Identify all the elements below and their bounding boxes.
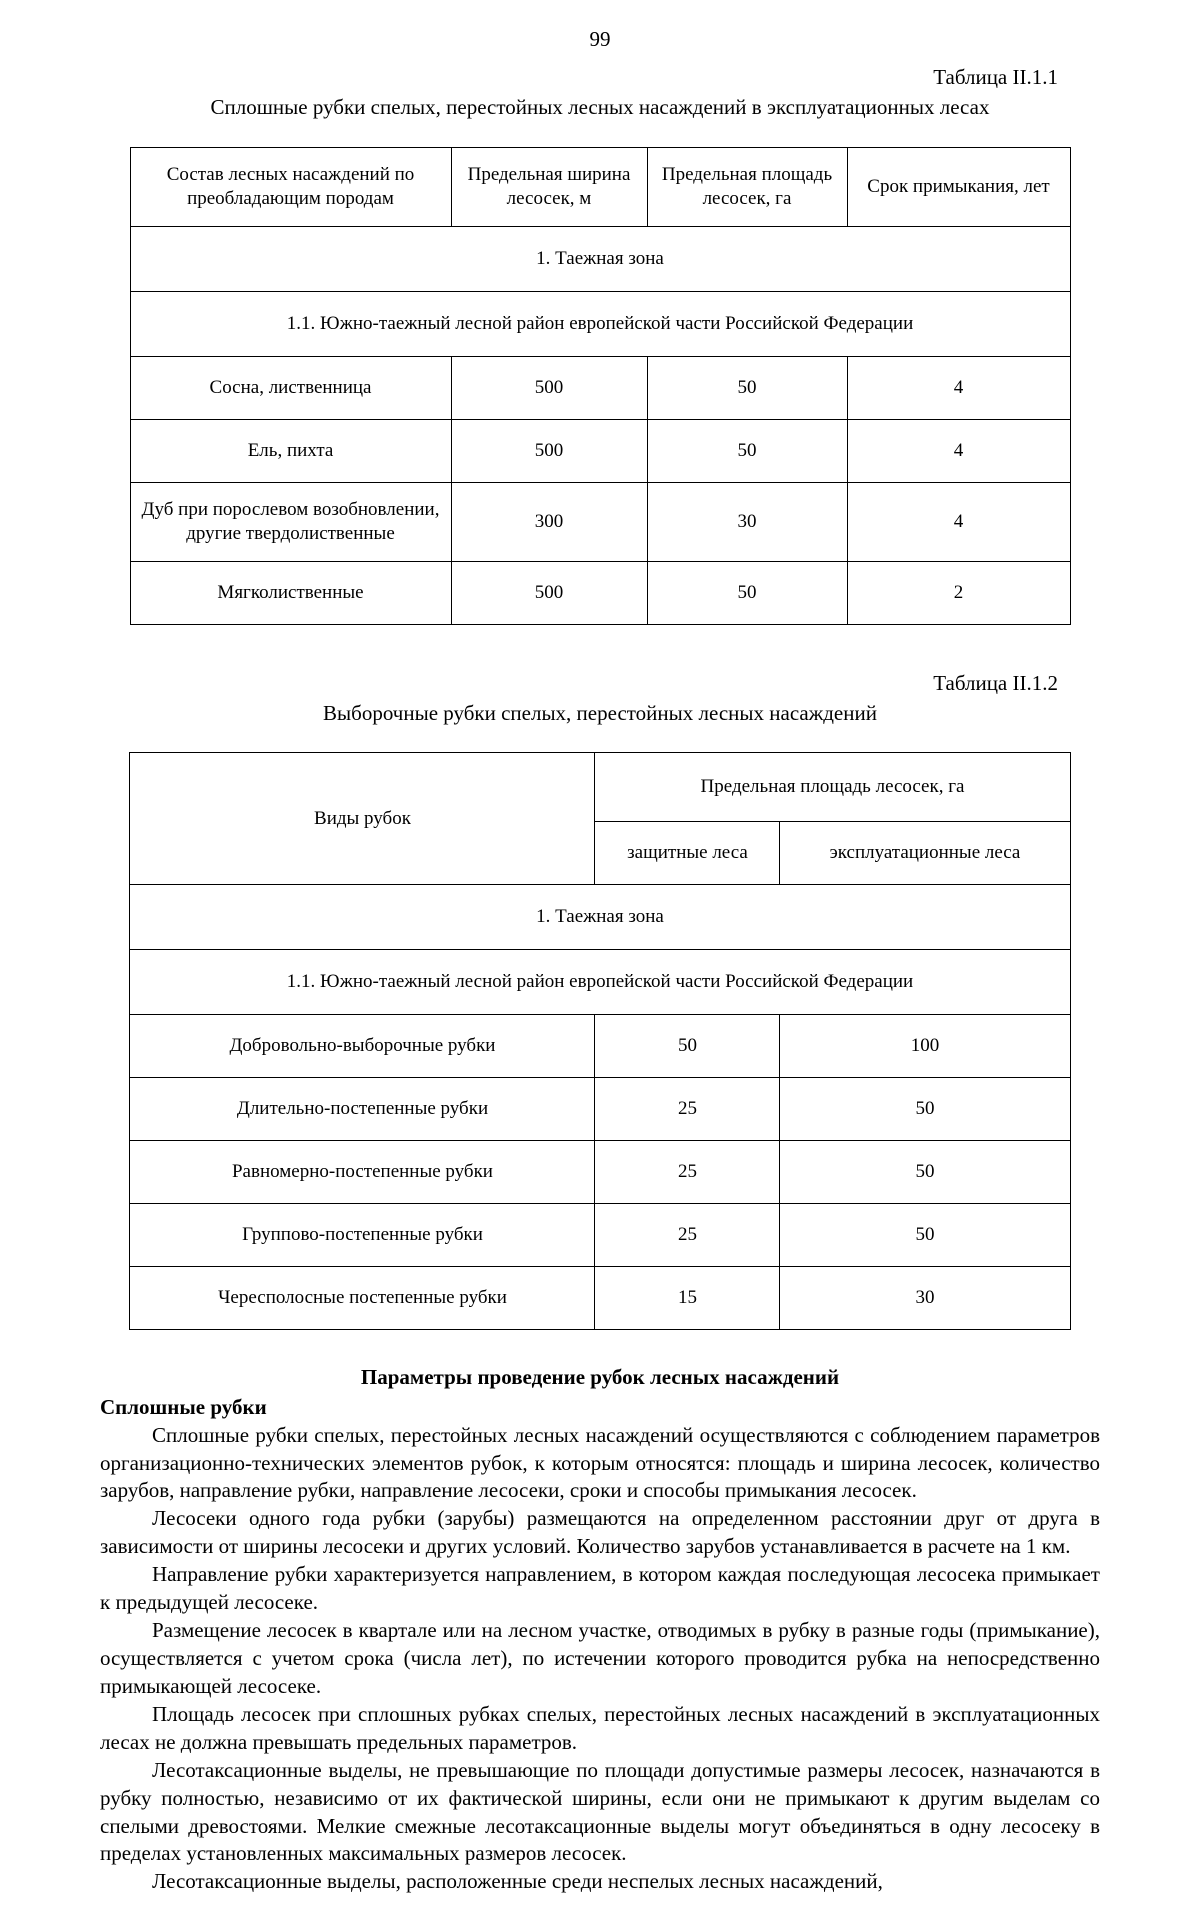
table2-cell-name: Длительно-постепенные рубки	[130, 1077, 595, 1140]
table-clear-cutting	[130, 147, 1071, 625]
table-header-row	[130, 752, 1070, 821]
table1-cell-term: 4	[847, 482, 1070, 561]
body-paragraph: Лесотаксационные выделы, расположенные среди неспелых лесных насаждений,	[152, 1869, 883, 1894]
table1-zone-band: 1. Таежная зона	[130, 226, 1070, 291]
table1-zone-band-row	[130, 226, 1070, 291]
table2-header-group: Предельная площадь лесосек, га	[595, 752, 1070, 821]
body-paragraph: Площадь лесосек при сплошных рубках спелых, перестойных лесных насаждений в эксплуатационных лесах не должна превышать предельных параметров.	[100, 1701, 1100, 1754]
table1-region-band-row	[130, 291, 1070, 356]
table2-zone-band: 1. Таежная зона	[130, 884, 1070, 949]
subsection-heading: Сплошные рубки	[100, 1395, 267, 1420]
table1-header-width: Предельная ширина лесосек, м	[451, 147, 647, 226]
table1-cell-width: 500	[451, 419, 647, 482]
table1-cell-name: Ель, пихта	[130, 419, 451, 482]
table2-cell-name: Группово-постепенные рубки	[130, 1203, 595, 1266]
table2-caption: Выборочные рубки спелых, перестойных лесных насаждений	[323, 700, 877, 725]
table2-cell-protective: 25	[595, 1203, 780, 1266]
table2-cell-protective: 15	[595, 1266, 780, 1329]
table-row	[130, 419, 1070, 482]
table-row	[130, 1203, 1070, 1266]
table1-cell-term: 2	[847, 561, 1070, 624]
table2-cell-name: Добровольно-выборочные рубки	[130, 1014, 595, 1077]
body-paragraph: Сплошные рубки спелых, перестойных лесных насаждений осуществляются с соблюдением параметров организационно-технических элементов рубок, к которым относятся: площадь и ширина лесосек, количество зарубов, направление рубки, направление лесосеки, сроки и способы примыкания лесосек.	[100, 1422, 1100, 1503]
page-number: 99	[589, 27, 611, 51]
section-heading: Параметры проведение рубок лесных насаждений	[360, 1364, 840, 1389]
table2-cell-name: Чересполосные постепенные рубки	[130, 1266, 595, 1329]
table2-cell-protective: 25	[595, 1140, 780, 1203]
table1-label: Таблица II.1.1	[933, 65, 1058, 90]
table2-cell-name: Равномерно-постепенные рубки	[130, 1140, 595, 1203]
table2-header-protective: защитные леса	[595, 821, 780, 884]
table2-region-band: 1.1. Южно-таежный лесной район европейской части Российской Федерации	[130, 949, 1070, 1014]
table1-region-band: 1.1. Южно-таежный лесной район европейской части Российской Федерации	[130, 291, 1070, 356]
table-row	[130, 356, 1070, 419]
table1-cell-name: Мягколиственные	[130, 561, 451, 624]
table2-region-band-row	[130, 949, 1070, 1014]
table1-cell-term: 4	[847, 356, 1070, 419]
table1-cell-name: Сосна, лиственница	[130, 356, 451, 419]
table2-cell-operational: 50	[780, 1140, 1070, 1203]
table-row	[130, 1266, 1070, 1329]
content-gap-spacer	[100, 1330, 1100, 1364]
table1-cell-area: 50	[647, 419, 847, 482]
table1-cell-width: 500	[451, 356, 647, 419]
table1-caption: Сплошные рубки спелых, перестойных лесных насаждений в эксплуатационных лесах	[210, 95, 990, 120]
table2-cell-protective: 50	[595, 1014, 780, 1077]
table-selective-cutting	[129, 752, 1070, 1330]
table-row	[130, 1077, 1070, 1140]
table2-header-operational: эксплуатационные леса	[780, 821, 1070, 884]
table1-header-term: Срок примыкания, лет	[847, 147, 1070, 226]
table1-cell-area: 30	[647, 482, 847, 561]
table-row	[130, 482, 1070, 561]
table2-header-kinds: Виды рубок	[130, 752, 595, 884]
table1-header-area: Предельная площадь лесосек, га	[647, 147, 847, 226]
body-paragraph: Размещение лесосек в квартале или на лесном участке, отводимых в рубку в разные годы (примыкание), осуществляется с учетом срока (числа лет), по истечении которого проводится рубка на непосредственно примыкающей лесосеке.	[100, 1618, 1100, 1698]
table-header-row	[130, 147, 1070, 226]
table2-cell-protective: 25	[595, 1077, 780, 1140]
table-gap-spacer	[100, 625, 1100, 671]
table2-label: Таблица II.1.2	[933, 670, 1058, 695]
table1-cell-width: 500	[451, 561, 647, 624]
body-paragraph: Лесосеки одного года рубки (зарубы) размещаются на определенном расстоянии друг от друга в зависимости от ширины лесосеки и других условий. Количество зарубов устанавливается в расчете на 1 км.	[100, 1506, 1100, 1559]
table1-cell-term: 4	[847, 419, 1070, 482]
table-row	[130, 1140, 1070, 1203]
table1-cell-name: Дуб при порослевом возобновлении, другие твердолиственные	[130, 482, 451, 561]
table1-header-species: Состав лесных насаждений по преобладающим породам	[130, 147, 451, 226]
table1-cell-area: 50	[647, 561, 847, 624]
table-row	[130, 561, 1070, 624]
table-row	[130, 1014, 1070, 1077]
table2-cell-operational: 30	[780, 1266, 1070, 1329]
body-paragraph: Направление рубки характеризуется направлением, в котором каждая последующая лесосека примыкает к предыдущей лесосеке.	[100, 1562, 1100, 1615]
table2-cell-operational: 50	[780, 1203, 1070, 1266]
body-paragraph: Лесотаксационные выделы, не превышающие по площади допустимые размеры лесосек, назначаются в рубку полностью, независимо от их фактической ширины, если они не примыкают к другим выделам со спелыми древостоями. Мелкие смежные лесотаксационные выделы могут объединяться в одну лесосеку в пределах установленных максимальных размеров лесосек.	[100, 1757, 1100, 1866]
table1-cell-area: 50	[647, 356, 847, 419]
table1-cell-width: 300	[451, 482, 647, 561]
table2-cell-operational: 50	[780, 1077, 1070, 1140]
table2-zone-band-row	[130, 884, 1070, 949]
table2-cell-operational: 100	[780, 1014, 1070, 1077]
